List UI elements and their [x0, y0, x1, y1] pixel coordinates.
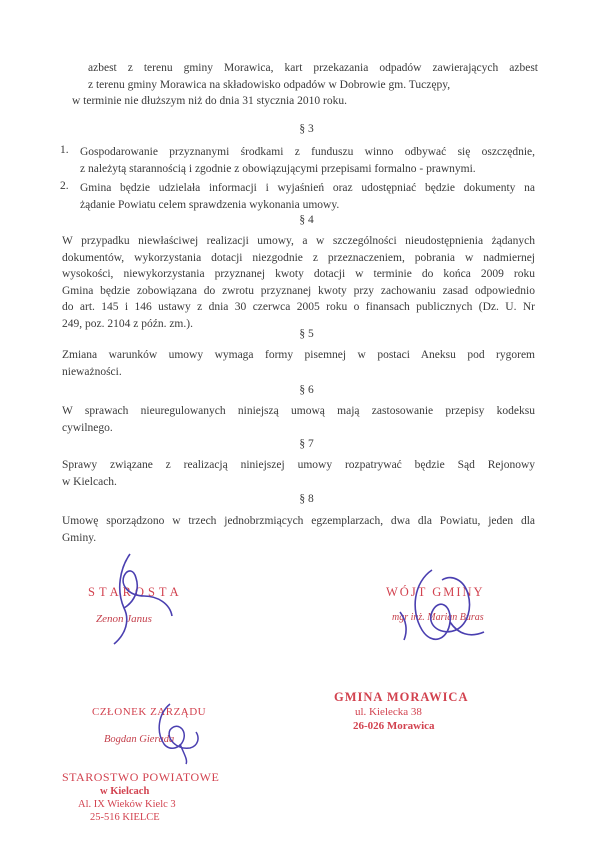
board-stamp-title: CZŁONEK ZARZĄDU — [92, 706, 207, 718]
starosta-signature — [100, 550, 190, 650]
text-line: z należytą starannością i zgodnie z obowiązującymi przepisami formalno - prawnymi. — [80, 162, 476, 175]
intro-paragraph — [88, 60, 538, 93]
board-stamp-name: Bogdan Gierada — [104, 734, 175, 745]
intro-line: z terenu gminy Morawica na składowisko odpadów w Dobrowie gm. Tuczępy, — [88, 78, 451, 91]
text-line: dokumentów, wykorzystania dotacji niezgodnie z przeznaczeniem, pobrania w nadmiernej — [62, 251, 535, 264]
text-line: Gmina będzie udzielała informacji i wyjaśnień oraz udostępniać będzie dokumenty na — [80, 182, 535, 194]
section-heading-5: § 5 — [299, 328, 314, 340]
text-line: W sprawach nieuregulowanych niniejszą umową mają zastosowanie przepisy kodeksu — [62, 405, 535, 417]
section-heading-8: § 8 — [299, 493, 314, 505]
starosta-stamp-title: STAROSTA — [88, 585, 183, 599]
wojt-stamp-title: WÓJT GMINY — [386, 585, 485, 599]
section-4-paragraph — [62, 233, 535, 332]
office-stamp-line: w Kielcach — [100, 786, 150, 797]
text-line: nieważności. — [62, 365, 122, 378]
list-number: 2. — [60, 180, 69, 192]
section-8-paragraph — [62, 513, 535, 546]
board-signature — [140, 698, 210, 768]
intro-line: azbest z terenu gminy Morawica, kart przekazania odpadów zawierających azbest — [88, 62, 538, 74]
starosta-stamp-name: Zenon Janus — [96, 613, 152, 625]
text-line: Gospodarowanie przyznanymi środkami z funduszu winno odbywać się oszczędnie, — [80, 146, 535, 158]
gmina-stamp-line: ul. Kielecka 38 — [355, 706, 422, 718]
section-3-item-1 — [80, 144, 535, 177]
text-line: Gminy. — [62, 531, 97, 544]
section-heading-4: § 4 — [299, 214, 314, 226]
section-heading-6: § 6 — [299, 384, 314, 396]
office-stamp-line: STAROSTWO POWIATOWE — [62, 770, 220, 784]
section-heading-7: § 7 — [299, 438, 314, 450]
section-3-item-2 — [80, 180, 535, 213]
text-line: cywilnego. — [62, 421, 113, 434]
text-line: Zmiana warunków umowy wymaga formy pisemnej w postaci Aneksu pod rygorem — [62, 349, 535, 361]
gmina-stamp-line: 26-026 Morawica — [353, 720, 435, 732]
wojt-stamp-name: mgr inż. Marian Buras — [392, 612, 484, 623]
wojt-signature — [392, 560, 502, 660]
section-5-paragraph — [62, 347, 535, 380]
gmina-stamp-line: GMINA MORAWICA — [334, 690, 469, 704]
text-line: do art. 145 i 146 ustawy z dnia 30 czerwca 2005 roku o finansach publicznych (Dz. U. Nr — [62, 301, 535, 313]
text-line: w Kielcach. — [62, 475, 117, 488]
intro-line: w terminie nie dłuższym niż do dnia 31 stycznia 2010 roku. — [72, 95, 347, 107]
text-line: 249, poz. 2104 z późn. zm.). — [62, 317, 193, 330]
section-heading-3: § 3 — [299, 123, 314, 135]
intro-deadline — [72, 93, 532, 110]
text-line: Umowę sporządzono w trzech jednobrzmiących egzemplarzach, dwa dla Powiatu, jeden dla — [62, 515, 535, 527]
text-line: żądanie Powiatu celem sprawdzenia wykonania umowy. — [80, 198, 340, 211]
text-line: W przypadku niewłaściwej realizacji umowy, a w szczególności nieudostępnienia żądanych — [62, 235, 535, 247]
office-stamp-line: 25-516 KIELCE — [90, 812, 160, 823]
text-line: wysokości, niewykorzystania przyznanej kwoty dotacji w terminie do końca 2009 roku — [62, 268, 535, 280]
section-7-paragraph — [62, 457, 535, 490]
text-line: Gmina będzie zobowiązana do zwrotu przyznanej kwoty przy zachowaniu zasad odpowiednio — [62, 284, 535, 297]
text-line: Sprawy związane z realizacją niniejszej umowy rozpatrywać będzie Sąd Rejonowy — [62, 459, 535, 471]
office-stamp-line: Al. IX Wieków Kielc 3 — [78, 799, 176, 810]
section-6-paragraph — [62, 403, 535, 436]
list-number: 1. — [60, 144, 69, 156]
